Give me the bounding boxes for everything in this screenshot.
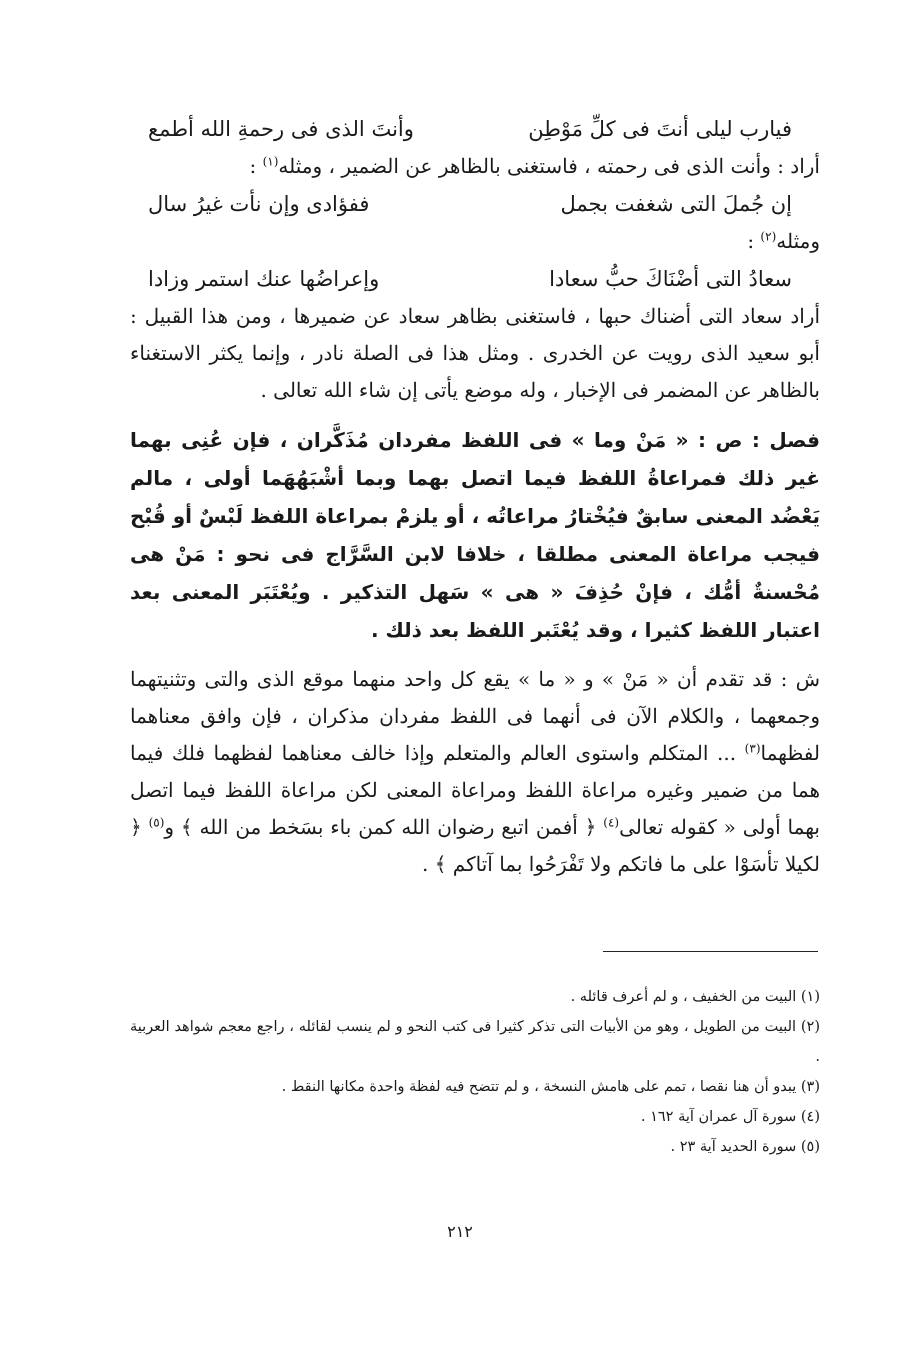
explanation-line-1 xyxy=(130,148,820,185)
footnote-ref-2: (٢) xyxy=(760,229,777,244)
footnote-ref-4: (٤) xyxy=(603,815,620,830)
footnote-4: (٤) سورة آل عمران آية ١٦٢ . xyxy=(640,1109,820,1125)
sharh-text-1: ش : قد تقدم أن « مَنْ » و « ما » يقع كل واحد منهما موقع الذى والتى وتثنيتهما وجمعهما ، والكلام الآن فى أنهما فى اللفظ مفردان مذكران ، فإن وافق معناهما لفظهما xyxy=(130,667,820,765)
footnote-separator xyxy=(603,951,818,952)
verse-1-second-hemistich: وأنتَ الذى فى رحمةِ الله أطمع xyxy=(148,117,414,141)
explanation-line-2 xyxy=(130,223,820,260)
footnote-2: (٢) البيت من الطويل ، وهو من الأبيات التى تذكر كثيرا فى كتب النحو و لم ينسب لقائله ، راجع معجم شواهد العربية . xyxy=(130,1019,820,1065)
explanation-text: ومثله xyxy=(776,229,820,253)
footnote-ref-1: (١) xyxy=(262,154,279,169)
footnote-3: (٣) يبدو أن هنا نقصا ، تمم على هامش النسخة ، و لم تتضح فيه لفظة واحدة مكانها النقط . xyxy=(281,1079,820,1095)
sharh-text-4: ﴿ لكيلا تأسَوْا على ما فاتكم ولا تَفْرَحُوا بما آتاكم ﴾ . xyxy=(130,815,820,876)
verse-1-first-hemistich: فيارب ليلى أنتَ فى كلِّ مَوْطِن xyxy=(528,117,792,141)
colon: : xyxy=(747,229,761,253)
footnote-ref-5: (٥) xyxy=(148,815,165,830)
verse-3-second-hemistich: وإعراضُها عنك استمر وزادا xyxy=(148,267,380,291)
main-text xyxy=(130,110,820,883)
fasl-section: فصل : ص : « مَنْ وما » فى اللفظ مفردان مُذَكَّران ، فإن عُنِى بهما غير ذلك فمراعاةُ اللفظ فيما اتصل بهما وبما أشْبَهُهَما أولى ، مالم يَعْضُد المعنى سابقٌ فيُخْتارُ مراعاتُه ، أو يلزمْ بمراعاة اللفظ لَبْسٌ أو قُبْح فيجب مراعاة المعنى مطلقا ، خلافا لابن السَّرَّاج فى نحو : مَنْ هى مُحْسنةٌ أمُّك ، فإنْ حُذِفَ « هى » سَهل التذكير . ويُعْتَبَر المعنى بعد اعتبار اللفظ كثيرا ، وقد يُعْتَبر اللفظ بعد ذلك . xyxy=(130,428,820,642)
paragraph-1: أراد سعاد التى أضناك حبها ، فاستغنى بظاهر سعاد عن ضميرها ، ومن هذا القبيل : أبو سعيد الذى رويت عن الخدرى . ومثل هذا فى الصلة نادر ، وإنما يكثر الاستغناء بالظاهر عن المضمر فى الإخبار ، وله موضع يأتى إن شاء الله تعالى . xyxy=(130,304,820,402)
explanation-text: أراد : وأنت الذى فى رحمته ، فاستغنى بالظاهر عن الضمير ، ومثله xyxy=(278,154,820,178)
footnotes xyxy=(130,982,820,1162)
verse-3-first-hemistich: سعادُ التى أضْنَاكَ حبُّ سعادا xyxy=(549,267,792,291)
verse-3 xyxy=(130,260,820,298)
sharh-paragraph xyxy=(130,661,820,883)
footnote-5: (٥) سورة الحديد آية ٢٣ . xyxy=(670,1139,820,1155)
verse-1 xyxy=(130,110,820,148)
footnote-1: (١) البيت من الخفيف ، و لم أعرف قائله . xyxy=(570,989,820,1005)
colon: : xyxy=(249,154,263,178)
page-number: ٢١٢ xyxy=(447,1222,473,1241)
verse-2-second-hemistich: ففؤادى وإن نأت غيرُ سال xyxy=(148,192,370,216)
verse-2-first-hemistich: إن جُملَ التى شغفت بجمل xyxy=(560,192,792,216)
sharh-text-2: ... المتكلم واستوى العالم والمتعلم وإذا خالف معناهما لفظهما فلك فيما هما من ضمير وغيره مراعاة اللفظ ومراعاة المعنى لكن مراعاة اللفظ فيما اتصل بهما أولى « كقوله تعالى xyxy=(130,741,820,839)
verse-2 xyxy=(130,185,820,223)
sharh-text-3: ﴿ أفمن اتبع رضوان الله كمن باء بسَخط من الله ﴾ و xyxy=(164,815,604,839)
footnote-ref-3: (٣) xyxy=(744,741,761,756)
